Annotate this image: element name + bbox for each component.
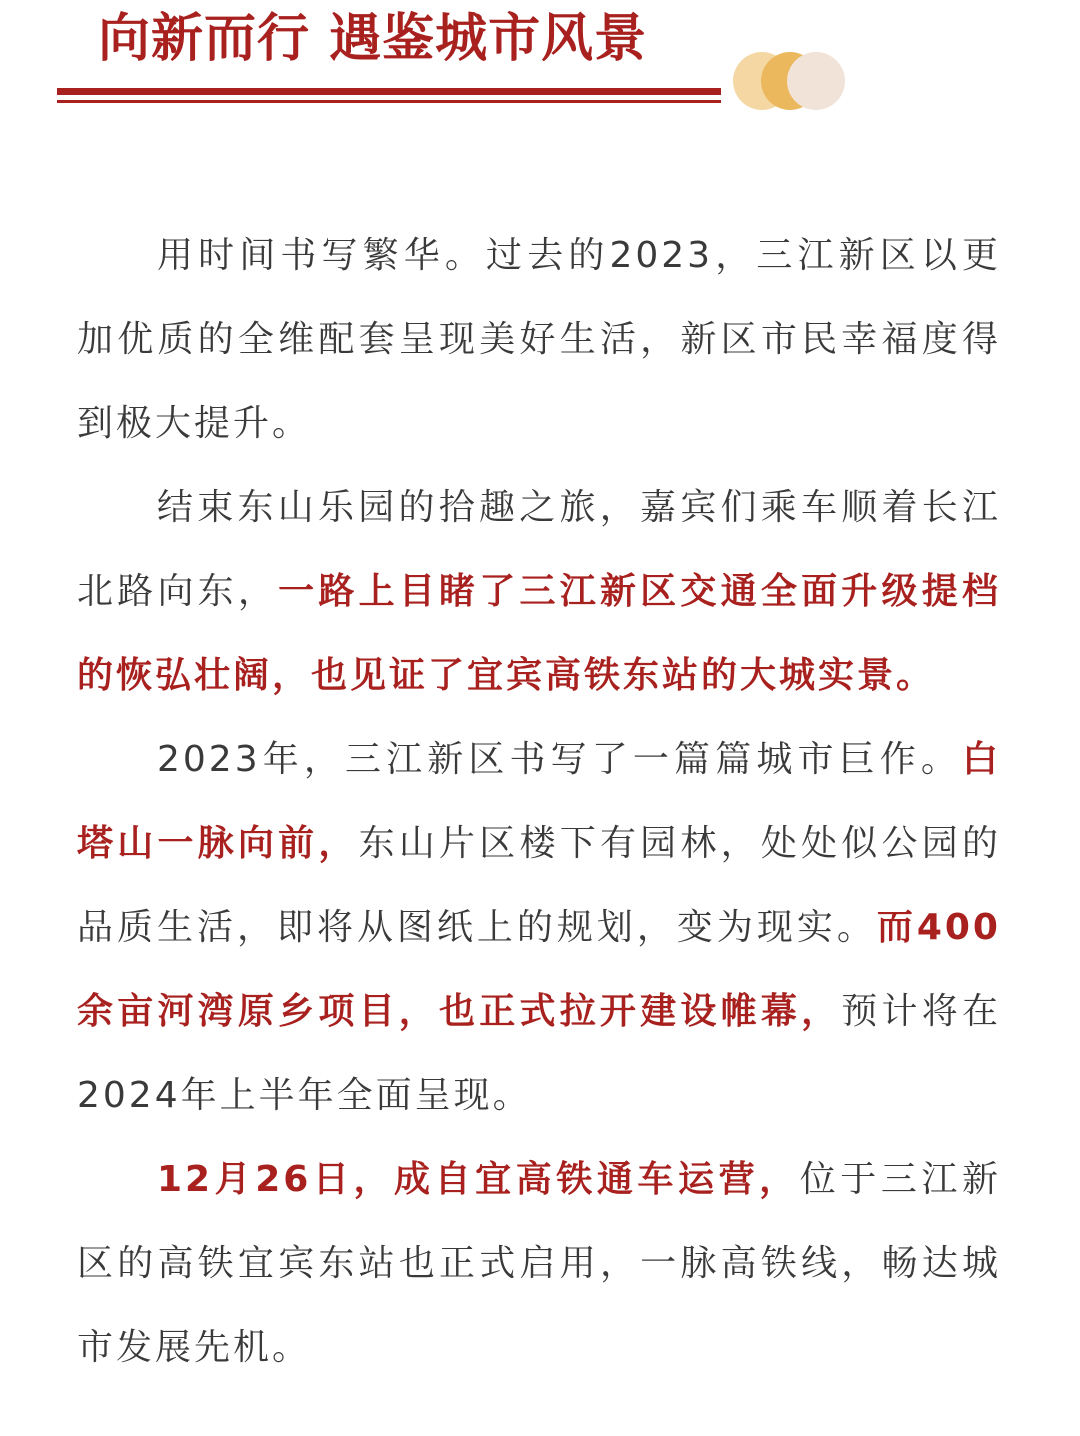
paragraph-text: 位于三江新区的高铁宜宾东站也正式启用，一脉高铁线，畅达城市发展先机。: [77, 1159, 1001, 1368]
paragraph-3: [77, 718, 1001, 1138]
paragraph-text: 结束东山乐园的拾趣之旅，嘉宾们乘车顺着长江北路向东，: [77, 487, 1001, 612]
paragraph-text: 预计将在2024年上半年全面呈现。: [77, 991, 1001, 1116]
paragraph-text: 用时间书写繁华。过去的2023，三江新区以更加优质的全维配套呈现美好生活，新区市民幸福度得到极大提升。: [77, 235, 1001, 444]
circle-icon-pale: [787, 52, 845, 110]
highlight-text: 12月26日，成自宜高铁通车运营，: [157, 1159, 800, 1200]
title-underline-thin: [57, 100, 721, 103]
decorative-circles: [733, 52, 845, 112]
highlight-text: 白塔山一脉向前，: [77, 739, 1001, 864]
paragraph-text: 东山片区楼下有园林，处处似公园的品质生活，即将从图纸上的规划，变为现实。: [77, 823, 1001, 948]
article-header: [0, 0, 1080, 130]
paragraph-text: 2023年，三江新区书写了一篇篇城市巨作。: [157, 739, 962, 780]
page-title: 向新而行 遇鉴城市风景: [98, 9, 648, 69]
article-body: [77, 214, 1001, 1390]
paragraph-2: [77, 466, 1001, 718]
highlight-text: 而400余亩河湾原乡项目，也正式拉开建设帷幕，: [77, 907, 1001, 1032]
paragraph-4: [77, 1138, 1001, 1390]
highlight-text: 一路上目睹了三江新区交通全面升级提档的恢弘壮阔，也见证了宜宾高铁东站的大城实景。: [77, 571, 1001, 696]
paragraph-1: [77, 214, 1001, 466]
title-underline-thick: [57, 88, 721, 95]
